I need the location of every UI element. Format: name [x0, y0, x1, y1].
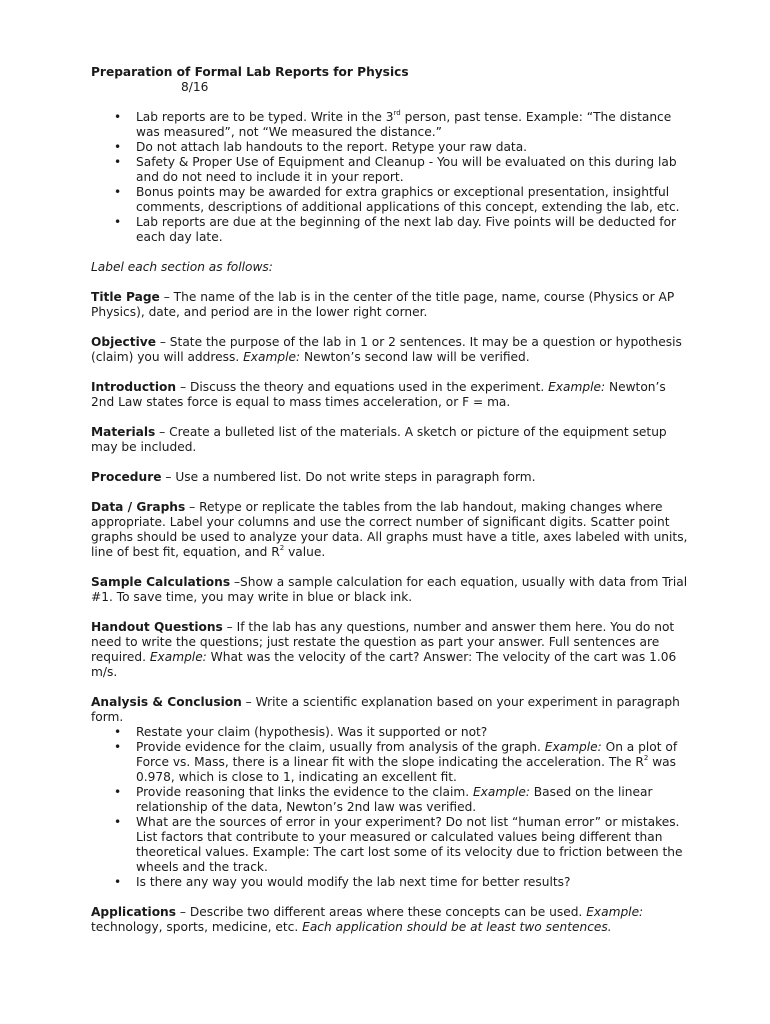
list-item: • Is there any way you would modify the lab next time for better results?	[136, 875, 690, 890]
list-item: • Provide evidence for the claim, usually from analysis of the graph. Example: On a plot of Force vs. Mass, there is a linear fit with the slope indicating the acceleration. The $R^2$ was 0.978, which is close to 1, indicating an excellent fit.	[136, 740, 690, 785]
section-materials: Materials – Create a bulleted list of the materials. A sketch or picture of the equipment setup may be included.	[91, 425, 667, 454]
document-title: Preparation of Formal Lab Reports for Physics	[91, 65, 409, 79]
section-heading: Procedure	[91, 470, 162, 484]
section-objective: Objective – State the purpose of the lab in 1 or 2 sentences. It may be a question or hypothesis (claim) you will address. Example: Newton’s second law will be verified.	[91, 335, 682, 364]
intro-bullet-list	[91, 110, 690, 245]
list-item: • Provide reasoning that links the evidence to the claim. Example: Based on the linear relationship of the data, Newton’s 2nd law was verified.	[136, 785, 690, 815]
section-heading: Materials	[91, 425, 156, 439]
document-date: 8/16	[181, 80, 209, 94]
analysis-bullet-list	[91, 725, 690, 890]
section-data-graphs: Data / Graphs – Retype or replicate the tables from the lab handout, making changes where appropriate. Label your columns and use the correct number of significant digits. Scatter point graphs should be used to analyze your data. All graphs must have a title, axes labeled with units, line of best fit, equation, and $R^2$ value.	[91, 500, 688, 559]
section-procedure: Procedure – Use a numbered list. Do not write steps in paragraph form.	[91, 470, 536, 484]
section-heading: Title Page	[91, 290, 160, 304]
list-item: • What are the sources of error in your experiment? Do not list “human error” or mistakes. List factors that contribute to your measured or calculated values being different than theoretical values. Example: The cart lost some of its velocity due to friction between the wheels and the track.	[136, 815, 690, 875]
section-heading: Data / Graphs	[91, 500, 186, 514]
section-applications: Applications – Describe two different areas where these concepts can be used. Example: technology, sports, medicine, etc. Each application should be at least two sentences.	[91, 905, 644, 934]
list-item: • Restate your claim (hypothesis). Was it supported or not?	[136, 725, 690, 740]
section-sample-calculations: Sample Calculations –Show a sample calculation for each equation, usually with data from Trial #1. To save time, you may write in blue or black ink.	[91, 575, 688, 604]
section-introduction: Introduction – Discuss the theory and equations used in the experiment. Example: Newton’s 2nd Law states force is equal to mass times acceleration, or F = ma.	[91, 380, 666, 409]
list-item: • Bonus points may be awarded for extra graphics or exceptional presentation, insightful comments, descriptions of additional applications of this concept, extending the lab, etc.	[136, 185, 690, 215]
section-heading: Objective	[91, 335, 156, 349]
label-instruction: Label each section as follows:	[91, 260, 273, 274]
list-item: • Do not attach lab handouts to the report. Retype your raw data.	[136, 140, 690, 155]
section-title-page: Title Page – The name of the lab is in the center of the title page, name, course (Physics or AP Physics), date, and period are in the lower right corner.	[91, 290, 675, 319]
section-heading: Sample Calculations	[91, 575, 231, 589]
list-item: • Safety & Proper Use of Equipment and Cleanup - You will be evaluated on this during lab and do not need to include it in your report.	[136, 155, 690, 185]
list-item: • Lab reports are to be typed. Write in the 3rd person, past tense. Example: “The distance was measured”, not “We measured the distance.”	[136, 110, 690, 140]
section-handout-questions: Handout Questions – If the lab has any questions, number and answer them here. You do not need to write the questions; just restate the question as part your answer. Full sentences are required. Example: What was the velocity of the cart? Answer: The velocity of the cart was 1.06 m/s.	[91, 620, 677, 679]
section-heading: Handout Questions	[91, 620, 223, 634]
section-heading: Introduction	[91, 380, 177, 394]
section-analysis-conclusion: Analysis & Conclusion – Write a scientific explanation based on your experiment in paragraph form.	[91, 695, 680, 724]
section-heading: Analysis & Conclusion	[91, 695, 242, 709]
list-item: • Lab reports are due at the beginning of the next lab day. Five points will be deducted for each day late.	[136, 215, 690, 245]
section-heading: Applications	[91, 905, 176, 919]
